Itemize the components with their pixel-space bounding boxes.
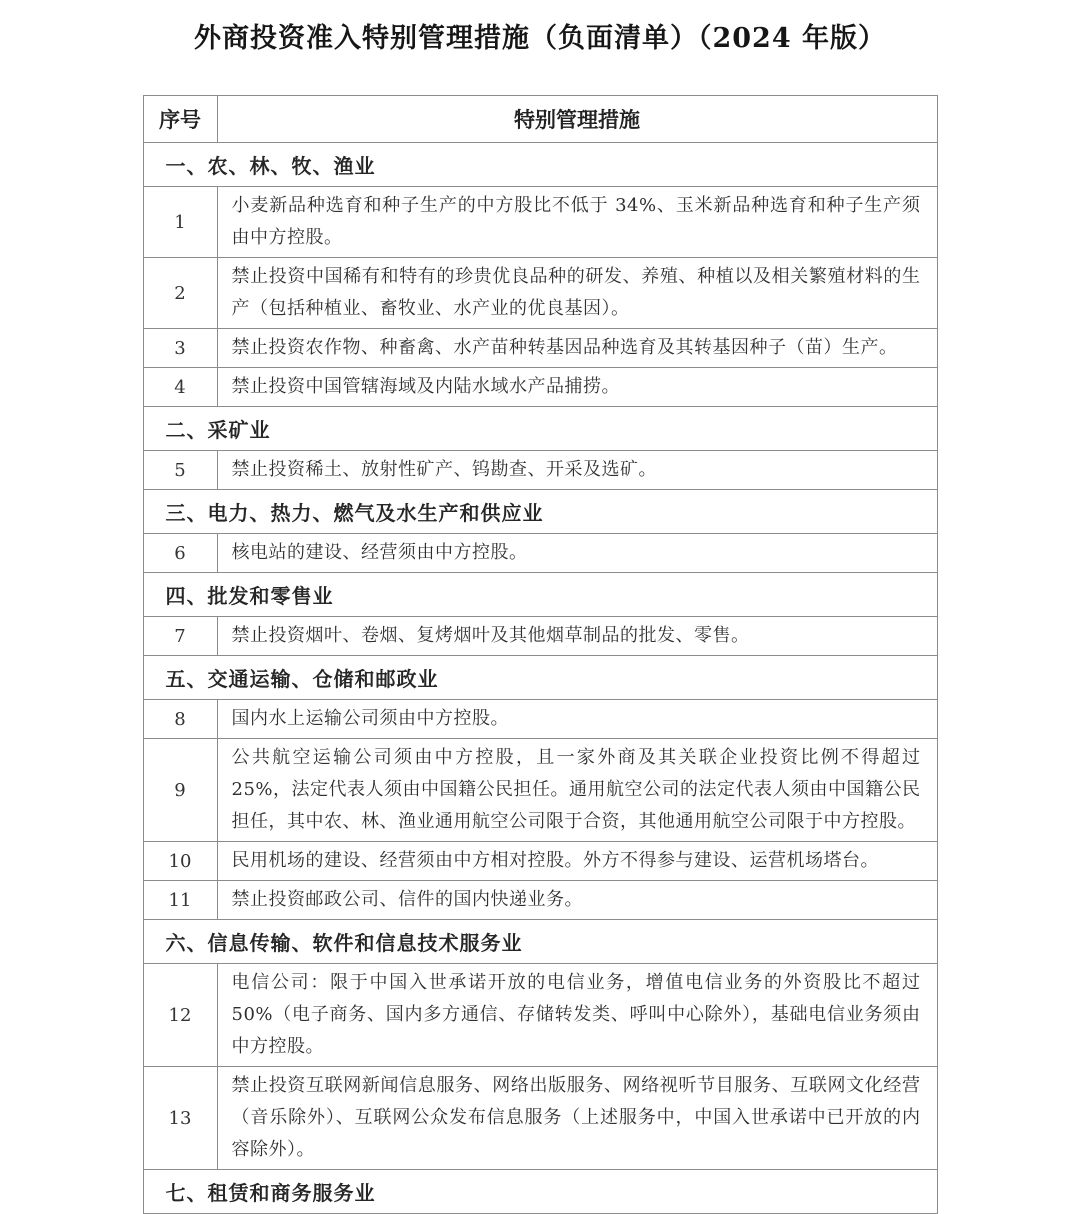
section-label: 二、采矿业 (143, 407, 937, 451)
row-number: 6 (143, 534, 217, 573)
document-title: 外商投资准入特别管理措施（负面清单）（2024 年版） (193, 23, 887, 54)
table-header (143, 96, 937, 143)
section-row (143, 656, 937, 700)
measure-text: 电信公司：限于中国入世承诺开放的电信业务，增值电信业务的外资股比不超过 50%（电子商务、国内多方通信、存储转发类、呼叫中心除外），基础电信业务须由中方控股。 (217, 964, 937, 1067)
row-number: 10 (143, 842, 217, 881)
row-number: 9 (143, 739, 217, 842)
measure-text: 禁止投资中国管辖海域及内陆水域水产品捕捞。 (217, 368, 937, 407)
section-row (143, 1170, 937, 1214)
header-row (143, 96, 937, 143)
section-label: 七、租赁和商务服务业 (143, 1170, 937, 1214)
measure-row (143, 842, 937, 881)
measure-text: 禁止投资农作物、种畜禽、水产苗种转基因品种选育及其转基因种子（苗）生产。 (217, 329, 937, 368)
row-number: 7 (143, 617, 217, 656)
negative-list-table (143, 95, 938, 1214)
section-row (143, 490, 937, 534)
measure-text: 核电站的建设、经营须由中方控股。 (217, 534, 937, 573)
measure-row (143, 617, 937, 656)
measure-row (143, 881, 937, 920)
measure-row (143, 739, 937, 842)
row-number: 4 (143, 368, 217, 407)
section-label: 五、交通运输、仓储和邮政业 (143, 656, 937, 700)
measure-text: 民用机场的建设、经营须由中方相对控股。外方不得参与建设、运营机场塔台。 (217, 842, 937, 881)
section-row (143, 573, 937, 617)
row-number: 3 (143, 329, 217, 368)
measure-text: 国内水上运输公司须由中方控股。 (217, 700, 937, 739)
header-special-measures: 特别管理措施 (217, 96, 937, 143)
measure-row (143, 187, 937, 258)
row-number: 12 (143, 964, 217, 1067)
measure-text: 禁止投资互联网新闻信息服务、网络出版服务、网络视听节目服务、互联网文化经营（音乐除外）、互联网公众发布信息服务（上述服务中，中国入世承诺中已开放的内容除外）。 (217, 1067, 937, 1170)
section-label: 四、批发和零售业 (143, 573, 937, 617)
section-row (143, 407, 937, 451)
section-row (143, 920, 937, 964)
measure-row (143, 258, 937, 329)
measure-text: 小麦新品种选育和种子生产的中方股比不低于 34%、玉米新品种选育和种子生产须由中方控股。 (217, 187, 937, 258)
row-number: 13 (143, 1067, 217, 1170)
row-number: 1 (143, 187, 217, 258)
section-label: 一、农、林、牧、渔业 (143, 143, 937, 187)
measure-row (143, 329, 937, 368)
measure-text: 禁止投资烟叶、卷烟、复烤烟叶及其他烟草制品的批发、零售。 (217, 617, 937, 656)
measure-row (143, 534, 937, 573)
row-number: 8 (143, 700, 217, 739)
table-body (143, 143, 937, 1214)
measure-row (143, 451, 937, 490)
measure-row (143, 1067, 937, 1170)
measure-row (143, 368, 937, 407)
row-number: 2 (143, 258, 217, 329)
measure-text: 公共航空运输公司须由中方控股，且一家外商及其关联企业投资比例不得超过 25%，法定代表人须由中国籍公民担任。通用航空公司的法定代表人须由中国籍公民担任，其中农、林、渔业通用航空公司限于合资，其他通用航空公司限于中方控股。 (217, 739, 937, 842)
measure-row (143, 700, 937, 739)
measure-text: 禁止投资中国稀有和特有的珍贵优良品种的研发、养殖、种植以及相关繁殖材料的生产（包括种植业、畜牧业、水产业的优良基因）。 (217, 258, 937, 329)
measure-text: 禁止投资稀土、放射性矿产、钨勘查、开采及选矿。 (217, 451, 937, 490)
row-number: 5 (143, 451, 217, 490)
row-number: 11 (143, 881, 217, 920)
measure-text: 禁止投资邮政公司、信件的国内快递业务。 (217, 881, 937, 920)
header-serial-number: 序号 (143, 96, 217, 143)
section-label: 六、信息传输、软件和信息技术服务业 (143, 920, 937, 964)
section-label: 三、电力、热力、燃气及水生产和供应业 (143, 490, 937, 534)
section-row (143, 143, 937, 187)
measure-row (143, 964, 937, 1067)
